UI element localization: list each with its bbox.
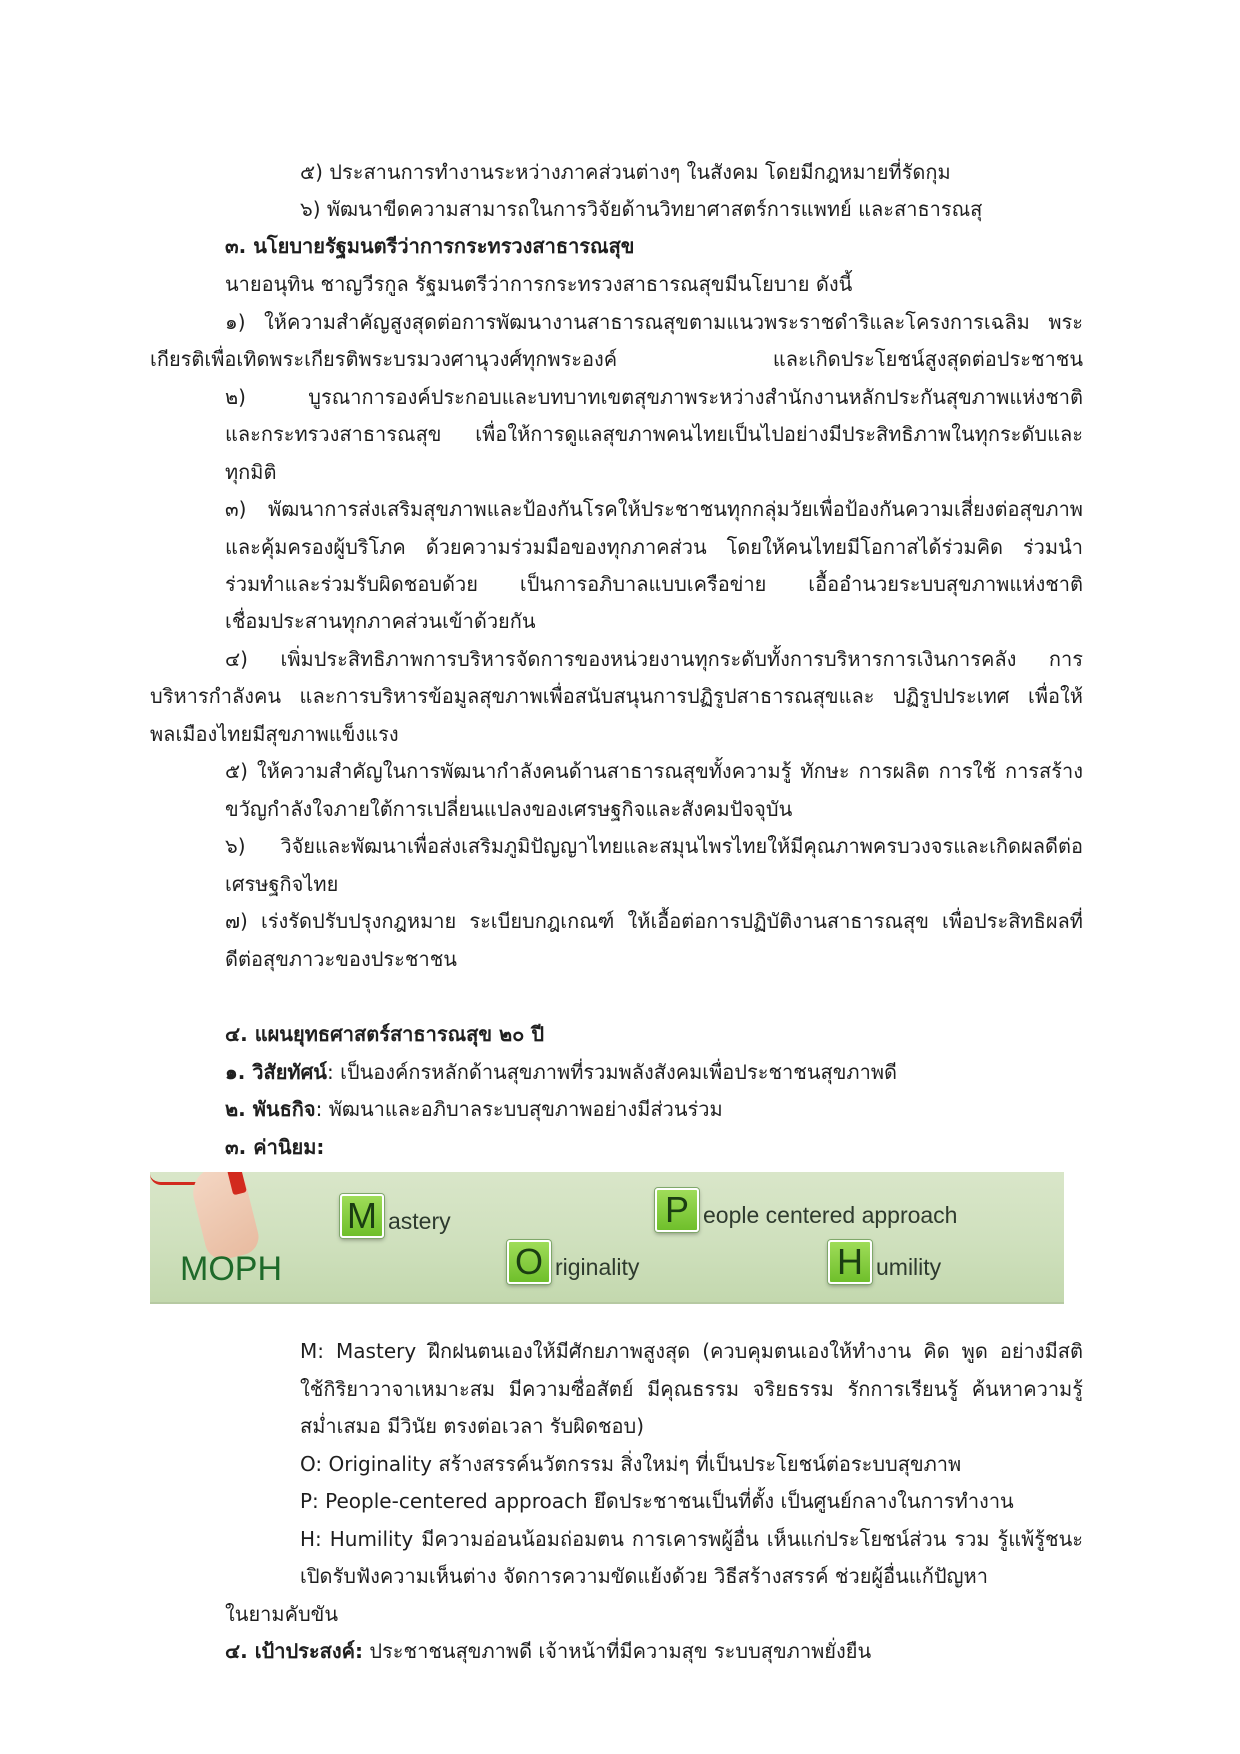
value-m-desc: M: Mastery ฝึกฝนตนเองให้มีศักยภาพสูงสุด (ควบคุมตนเองให้ทำงาน คิด พูด อย่างมีสติ [300,1339,1083,1363]
values-line [225,1133,1083,1161]
value-rest-humility: umility [876,1253,942,1280]
moph-logo-text: MOPH [180,1250,282,1288]
minister-policy-1-cont: เกียรติเพื่อเทิดพระเกียรติพระบรมวงศานุวงศ์ทุกพระองค์ และเกิดประโยชน์สูงสุดต่อประชาชน [150,347,1083,371]
value-h-desc-cont: เปิดรับฟังความเห็นต่าง จัดการความขัดแย้งด้วย วิธีสร้างสรรค์ ช่วยผู้อื่นแก้ปัญหา [300,1564,988,1588]
policy-item-5: ๕) ประสานการทำงานระหว่างภาคส่วนต่างๆ ในสังคม โดยมีกฎหมายที่รัดกุม [300,160,951,184]
value-m-desc-cont-a: ใช้กิริยาวาจาเหมาะสม มีความซื่อสัตย์ มีคุณธรรม จริยธรรม รักการเรียนรู้ ค้นหาความรู้ [300,1377,1083,1401]
goal-line [225,1637,1083,1665]
value-letter-p: P [655,1188,699,1232]
value-p-desc: P: People-centered approach ยึดประชาชนเป็นที่ตั้ง เป็นศูนย์กลางในการทำงาน [300,1489,1014,1513]
mission-line [225,1095,1083,1123]
minister-policy-3: ๓) พัฒนาการส่งเสริมสุขภาพและป้องกันโรคให้ประชาชนทุกกลุ่มวัยเพื่อป้องกันความเสี่ยงต่อสุขภาพ [225,497,1083,521]
minister-policy-7-cont: ดีต่อสุขภาวะของประชาชน [225,947,457,971]
minister-policy-7: ๗) เร่งรัดปรับปรุงกฎหมาย ระเบียบกฎเกณฑ์ ให้เอื้อต่อการปฏิบัติงานสาธารณสุข เพื่อประสิทธิผลที่ [225,909,1083,933]
value-originality [507,1240,639,1284]
mission-label: ๒. พันธกิจ [225,1097,316,1121]
goal-label: ๔. เป้าประสงค์: [225,1639,363,1663]
moph-values-banner [150,1172,1064,1304]
vision-line [225,1058,1083,1086]
value-mastery [340,1194,451,1238]
minister-policy-3-end: เชื่อมประสานทุกภาคส่วนเข้าด้วยกัน [225,609,536,633]
minister-policy-4-cont: บริหารกำลังคน และการบริหารข้อมูลสุขภาพเพื่อสนับสนุนการปฏิรูปสาธารณสุขและ ปฏิรูปประเทศ เพื่อให้ [150,684,1083,708]
policy-item-6: ๖) พัฒนาขีดความสามารถในการวิจัยด้านวิทยาศาสตร์การแพทย์ และสาธารณสุ [300,197,983,221]
minister-policy-2-cont: และกระทรวงสาธารณสุข เพื่อให้การดูแลสุขภาพคนไทยเป็นไปอย่างมีประสิทธิภาพในทุกระดับและ [225,422,1083,446]
minister-intro: นายอนุทิน ชาญวีรกูล รัฐมนตรีว่าการกระทรวงสาธารณสุขมีนโยบาย ดังนี้ [225,272,853,296]
minister-policy-2-end: ทุกมิติ [225,460,277,484]
minister-policy-2: ๒) บูรณาการองค์ประกอบและบทบาทเขตสุขภาพระหว่างสำนักงานหลักประกันสุขภาพแห่งชาติ [225,385,1083,409]
value-letter-h: H [828,1240,872,1284]
value-rest-mastery: astery [388,1207,451,1234]
vision-label: ๑. วิสัยทัศน์ [225,1060,327,1084]
minister-policy-3-cont-a: และคุ้มครองผู้บริโภค ด้วยความร่วมมือของทุกภาคส่วน โดยให้คนไทยมีโอกาสได้ร่วมคิด ร่วมนำ [225,535,1083,559]
value-letter-m: M [340,1194,384,1238]
value-rest-people: eople centered approach [703,1201,958,1228]
value-o-desc: O: Originality สร้างสรรค์นวัตกรรม สิ่งใหม่ๆ ที่เป็นประโยชน์ต่อระบบสุขภาพ [300,1452,962,1476]
value-rest-originality: riginality [555,1253,640,1280]
vision-text: : เป็นองค์กรหลักด้านสุขภาพที่รวมพลังสังคมเพื่อประชาชนสุขภาพดี [326,1060,897,1084]
minister-policy-6-cont: เศรษฐกิจไทย [225,872,339,896]
value-letter-o: O [507,1240,551,1284]
value-people [655,1188,957,1232]
section-4-heading: ๔. แผนยุทธศาสตร์สาธารณสุข ๒๐ ปี [225,1022,545,1046]
goal-text: ประชาชนสุขภาพดี เจ้าหน้าที่มีความสุข ระบบสุขภาพยั่งยืน [363,1639,872,1663]
section-3-heading: ๓. นโยบายรัฐมนตรีว่าการกระทรวงสาธารณสุข [225,234,635,258]
mission-text: : พัฒนาและอภิบาลระบบสุขภาพอย่างมีส่วนร่วม [315,1097,723,1121]
minister-policy-5: ๕) ให้ความสำคัญในการพัฒนากำลังคนด้านสาธารณสุขทั้งความรู้ ทักษะ การผลิต การใช้ การสร้าง [225,759,1083,783]
minister-policy-3-cont-b: ร่วมทำและร่วมรับผิดชอบด้วย เป็นการอภิบาลแบบเครือข่าย เอื้ออำนวยระบบสุขภาพแห่งชาติ [225,572,1083,596]
value-humility [828,1240,941,1284]
value-h-desc: H: Humility มีความอ่อนน้อมถ่อมตน การเคารพผู้อื่น เห็นแก่ประโยชน์ส่วน รวม รู้แพ้รู้ชนะ [300,1527,1083,1551]
value-m-desc-cont-b: สม่ำเสมอ มีวินัย ตรงต่อเวลา รับผิดชอบ) [300,1414,645,1438]
minister-policy-4-end: พลเมืองไทยมีสุขภาพแข็งแรง [150,722,399,746]
minister-policy-6: ๖) วิจัยและพัฒนาเพื่อส่งเสริมภูมิปัญญาไทยและสมุนไพรไทยให้มีคุณภาพครบวงจรและเกิดผลดีต่อ [225,834,1083,858]
minister-policy-1: ๑) ให้ความสำคัญสูงสุดต่อการพัฒนางานสาธารณสุขตามแนวพระราชดำริและโครงการเฉลิม พระ [225,310,1083,334]
minister-policy-5-cont: ขวัญกำลังใจภายใต้การเปลี่ยนแปลงของเศรษฐกิจและสังคมปัจจุบัน [225,797,793,821]
values-label: ๓. ค่านิยม: [225,1135,325,1159]
value-h-desc-end: ในยามคับขัน [225,1602,338,1626]
minister-policy-4: ๔) เพิ่มประสิทธิภาพการบริหารจัดการของหน่วยงานทุกระดับทั้งการบริหารการเงินการคลัง การ [225,647,1083,671]
